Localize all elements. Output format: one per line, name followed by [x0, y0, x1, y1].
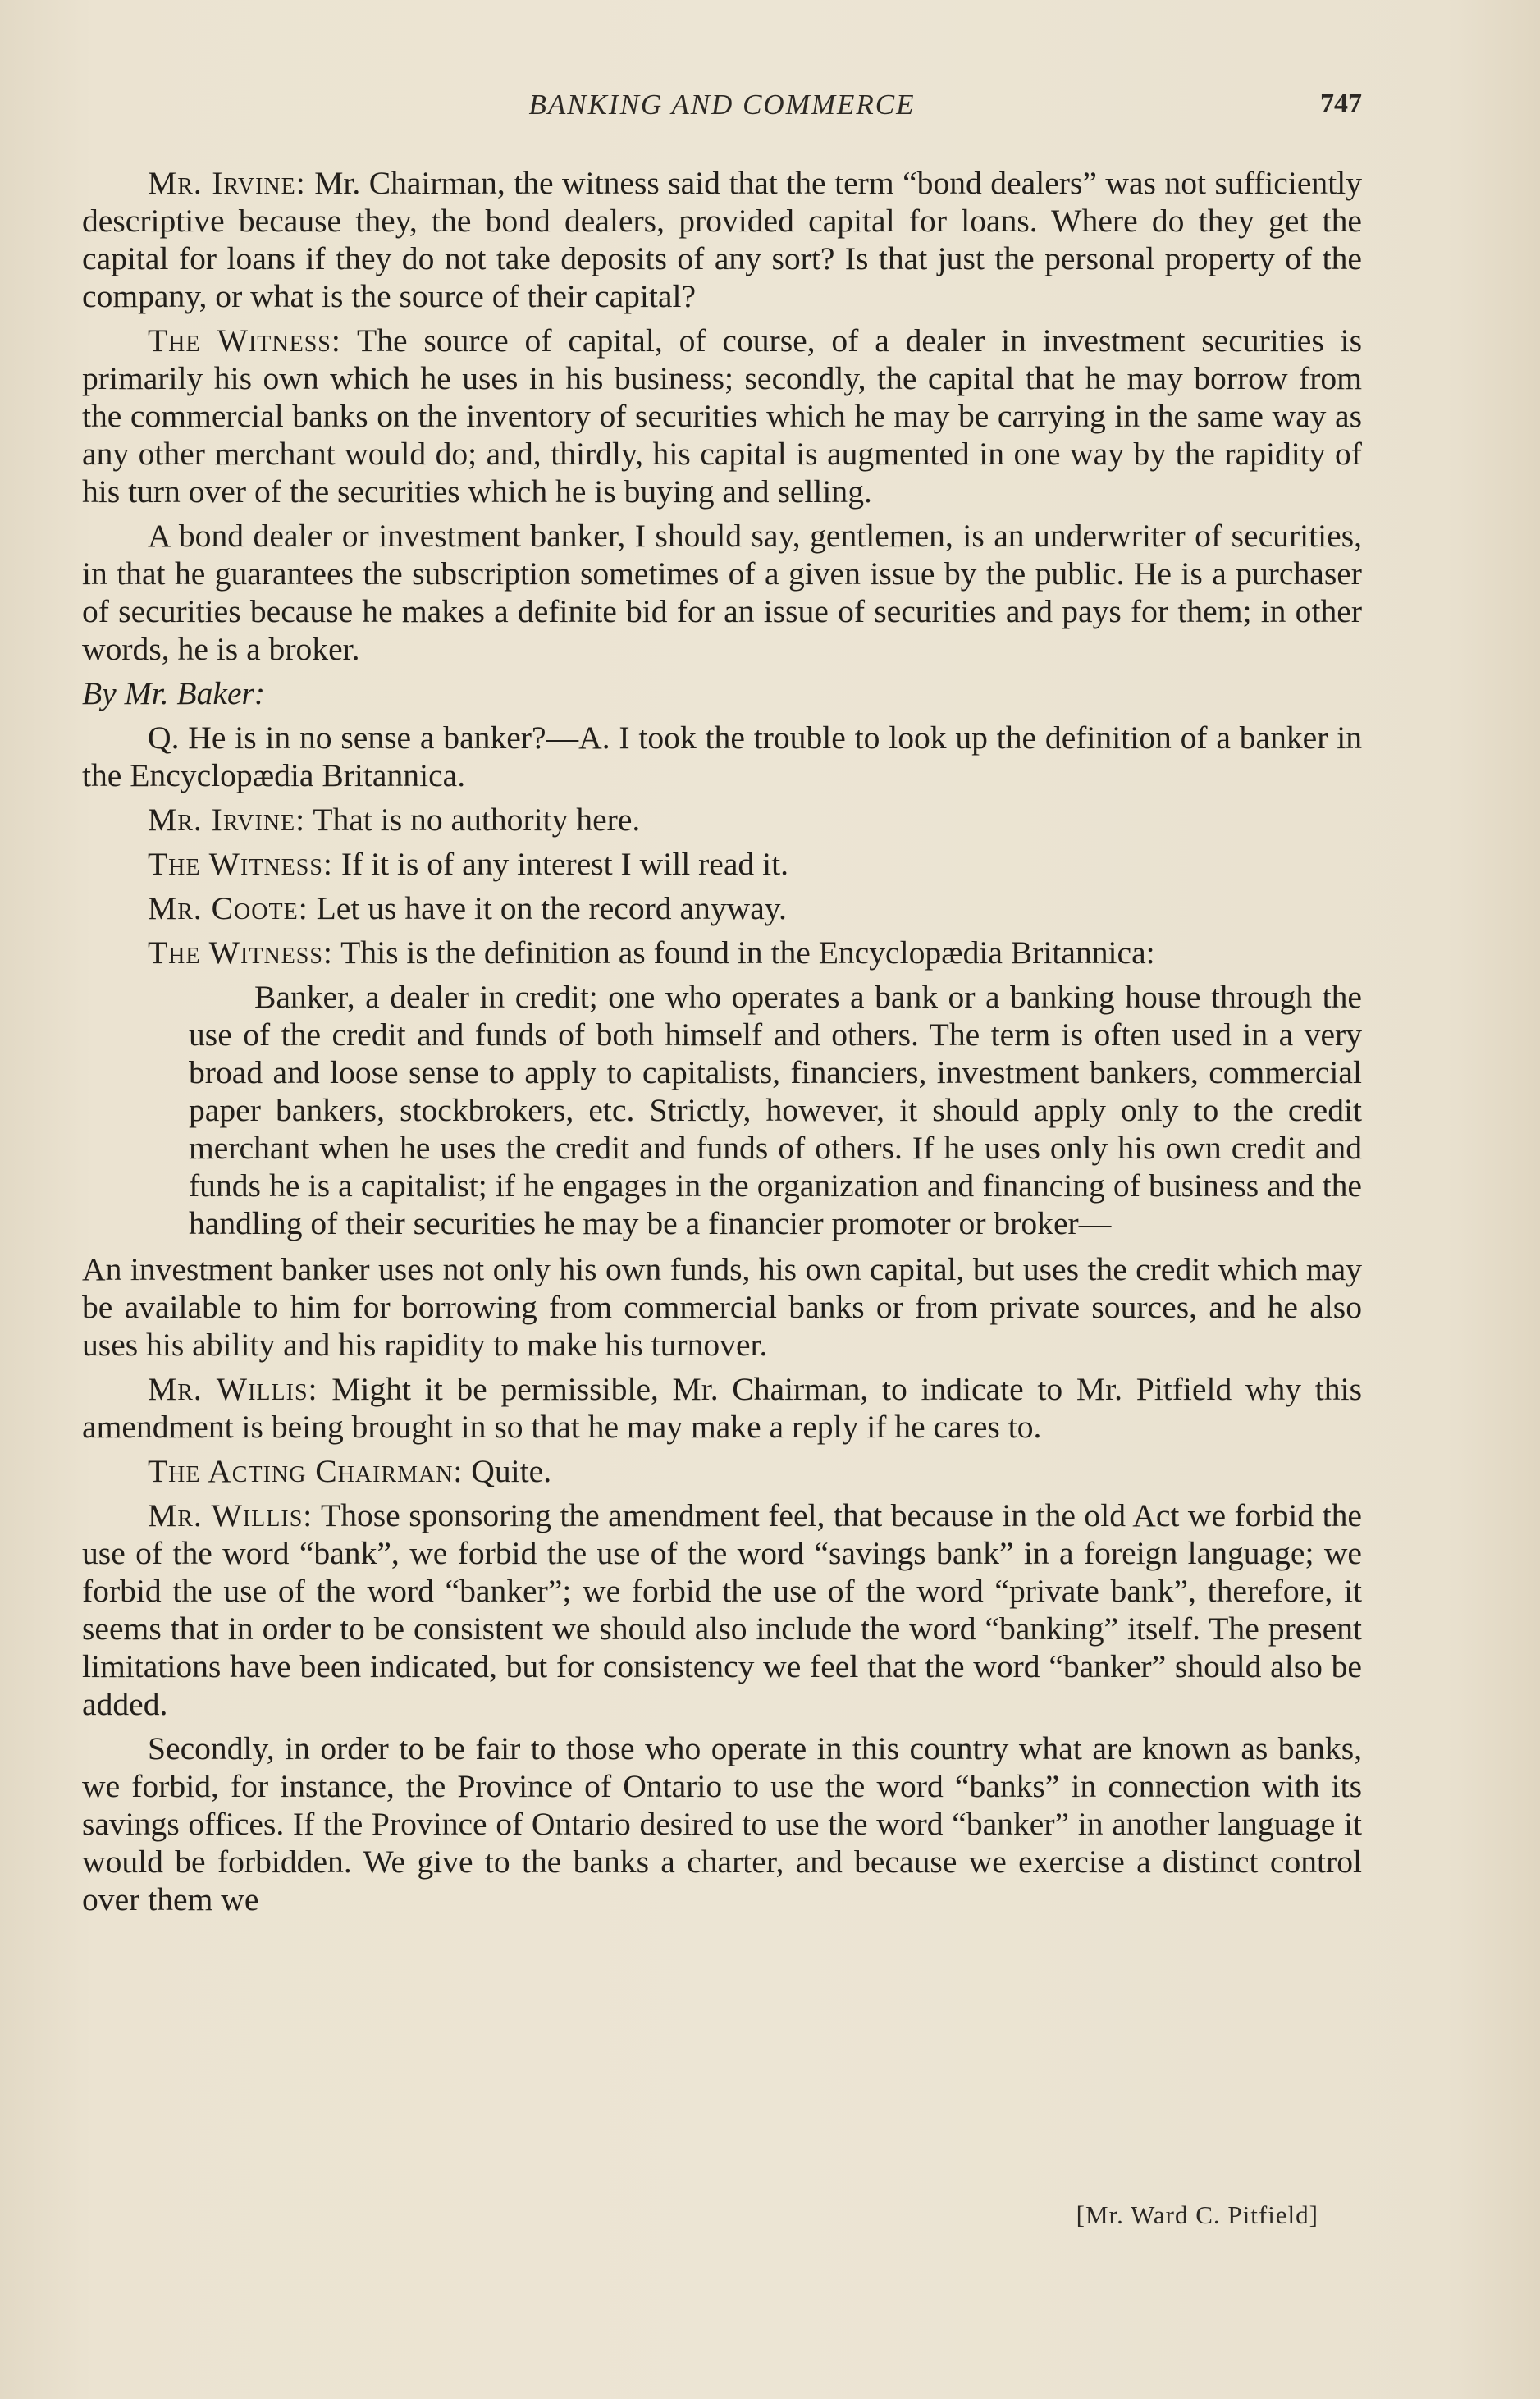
speaker-label: Mr. Irvine: — [148, 802, 306, 838]
speaker-label: The Witness: — [148, 322, 341, 359]
speaker-label: The Witness: — [148, 846, 333, 882]
paragraph-witness-read — [82, 845, 1362, 883]
page-number: 747 — [1320, 89, 1362, 119]
paragraph-acting-chairman — [82, 1452, 1362, 1490]
examiner-by-line: By Mr. Baker: — [82, 675, 266, 711]
page-header — [82, 89, 1362, 128]
speaker-footer-note: [Mr. Ward C. Pitfield] — [1076, 2200, 1318, 2229]
paragraph-secondly: Secondly, in order to be fair to those who operate in this country what are known as banks, we forbid, for instance, the Province of Ontario to use the word “banks” in connection with its savings offices. If the Province of Ontario desired to use the word “banker” in another language it would be forbidden. We give to the banks a charter, and because we exercise a distinct control over them we — [82, 1730, 1362, 1917]
block-quote-definition: Banker, a dealer in credit; one who operates a bank or a banking house through the use of the credit and funds of both himself and others. The term is often used in a very broad and loose sense to apply to capitalists, financiers, investment bankers, commercial paper bankers, stockbrokers, etc. Strictly, however, it should apply only to the credit merchant when he uses the credit and funds of others. If he uses only his own credit and funds he is a capitalist; if he engages in the organization and financing of business and the handling of their securities he may be a financier promoter or broker— — [189, 979, 1362, 1241]
speaker-label: Mr. Willis: — [148, 1371, 318, 1407]
paragraph-witness-capital — [82, 322, 1362, 510]
paragraph-willis-amendment — [82, 1497, 1362, 1723]
paragraph-bond-dealer: A bond dealer or investment banker, I should say, gentlemen, is an underwriter of securities, in that he guarantees the subscription sometimes of a given issue by the public. He is a purchaser of securities because he makes a definite bid for an issue of securities and pays for them; in other words, he is a broker. — [82, 518, 1362, 667]
paragraph-irvine-question — [82, 164, 1362, 315]
running-head: BANKING AND COMMERCE — [528, 89, 916, 121]
paragraph-text: The source of capital, of course, of a dealer in investment securities is primarily his own which he uses in his business; secondly, the capital that he may borrow from the commercial banks on the inventory of securities which he may be carrying in the same way as any other merchant would do; and, thirdly, his capital is augmented in one way by the rapidity of his turn over of the securities which he is buying and selling. — [82, 322, 1362, 510]
paragraph-witness-definition — [82, 934, 1362, 971]
document-body — [82, 164, 1362, 1925]
paragraph-coote-record — [82, 889, 1362, 927]
speaker-label: Mr. Irvine: — [148, 165, 306, 201]
paragraph-text: Let us have it on the record anyway. — [308, 890, 787, 926]
paragraph-text: If it is of any interest I will read it. — [332, 846, 788, 882]
paragraph-investment-banker: An investment banker uses not only his own funds, his own capital, but uses the credit which may be available to him for borrowing from commercial banks or from private sources, and he also uses his ability and his rapidity to make his turnover. — [82, 1251, 1362, 1363]
paragraph-text: Mr. Chairman, the witness said that the term “bond dealers” was not sufficiently descriptive because they, the bond dealers, provided capital for loans. Where do they get the capital for loans if they do not take deposits of any sort? Is that just the personal property of the company, or what is the source of their capital? — [82, 165, 1362, 314]
speaker-label: Mr. Coote: — [148, 890, 308, 926]
speaker-label: Mr. Willis: — [148, 1497, 313, 1533]
paragraph-text: Might it be permissible, Mr. Chairman, to indicate to Mr. Pitfield why this amendment is being brought in so that he may make a reply if he cares to. — [82, 1371, 1362, 1445]
paragraph-willis-permissible — [82, 1370, 1362, 1446]
speaker-label: The Acting Chairman: — [148, 1453, 464, 1489]
paragraph-text: That is no authority here. — [305, 802, 641, 838]
paragraph-irvine-authority — [82, 801, 1362, 839]
paragraph-question-answer: Q. He is in no sense a banker?—A. I took the trouble to look up the definition of a banker in the Encyclopædia Britannica. — [82, 720, 1362, 793]
paragraph-text: Quite. — [463, 1453, 552, 1489]
paragraph-text: Those sponsoring the amendment feel, that because in the old Act we forbid the use of the word “bank”, we forbid the use of the word “savings bank” in a foreign language; we forbid the use of the word “banker”; we forbid the use of the word “private bank”, therefore, it seems that in order to be consistent we should also include the word “banking” itself. The present limitations have been indicated, but for consistency we feel that the word “banker” should also be added. — [82, 1497, 1362, 1722]
speaker-label: The Witness: — [148, 934, 333, 971]
paragraph-text: This is the definition as found in the Encyclopædia Britannica: — [332, 934, 1155, 971]
